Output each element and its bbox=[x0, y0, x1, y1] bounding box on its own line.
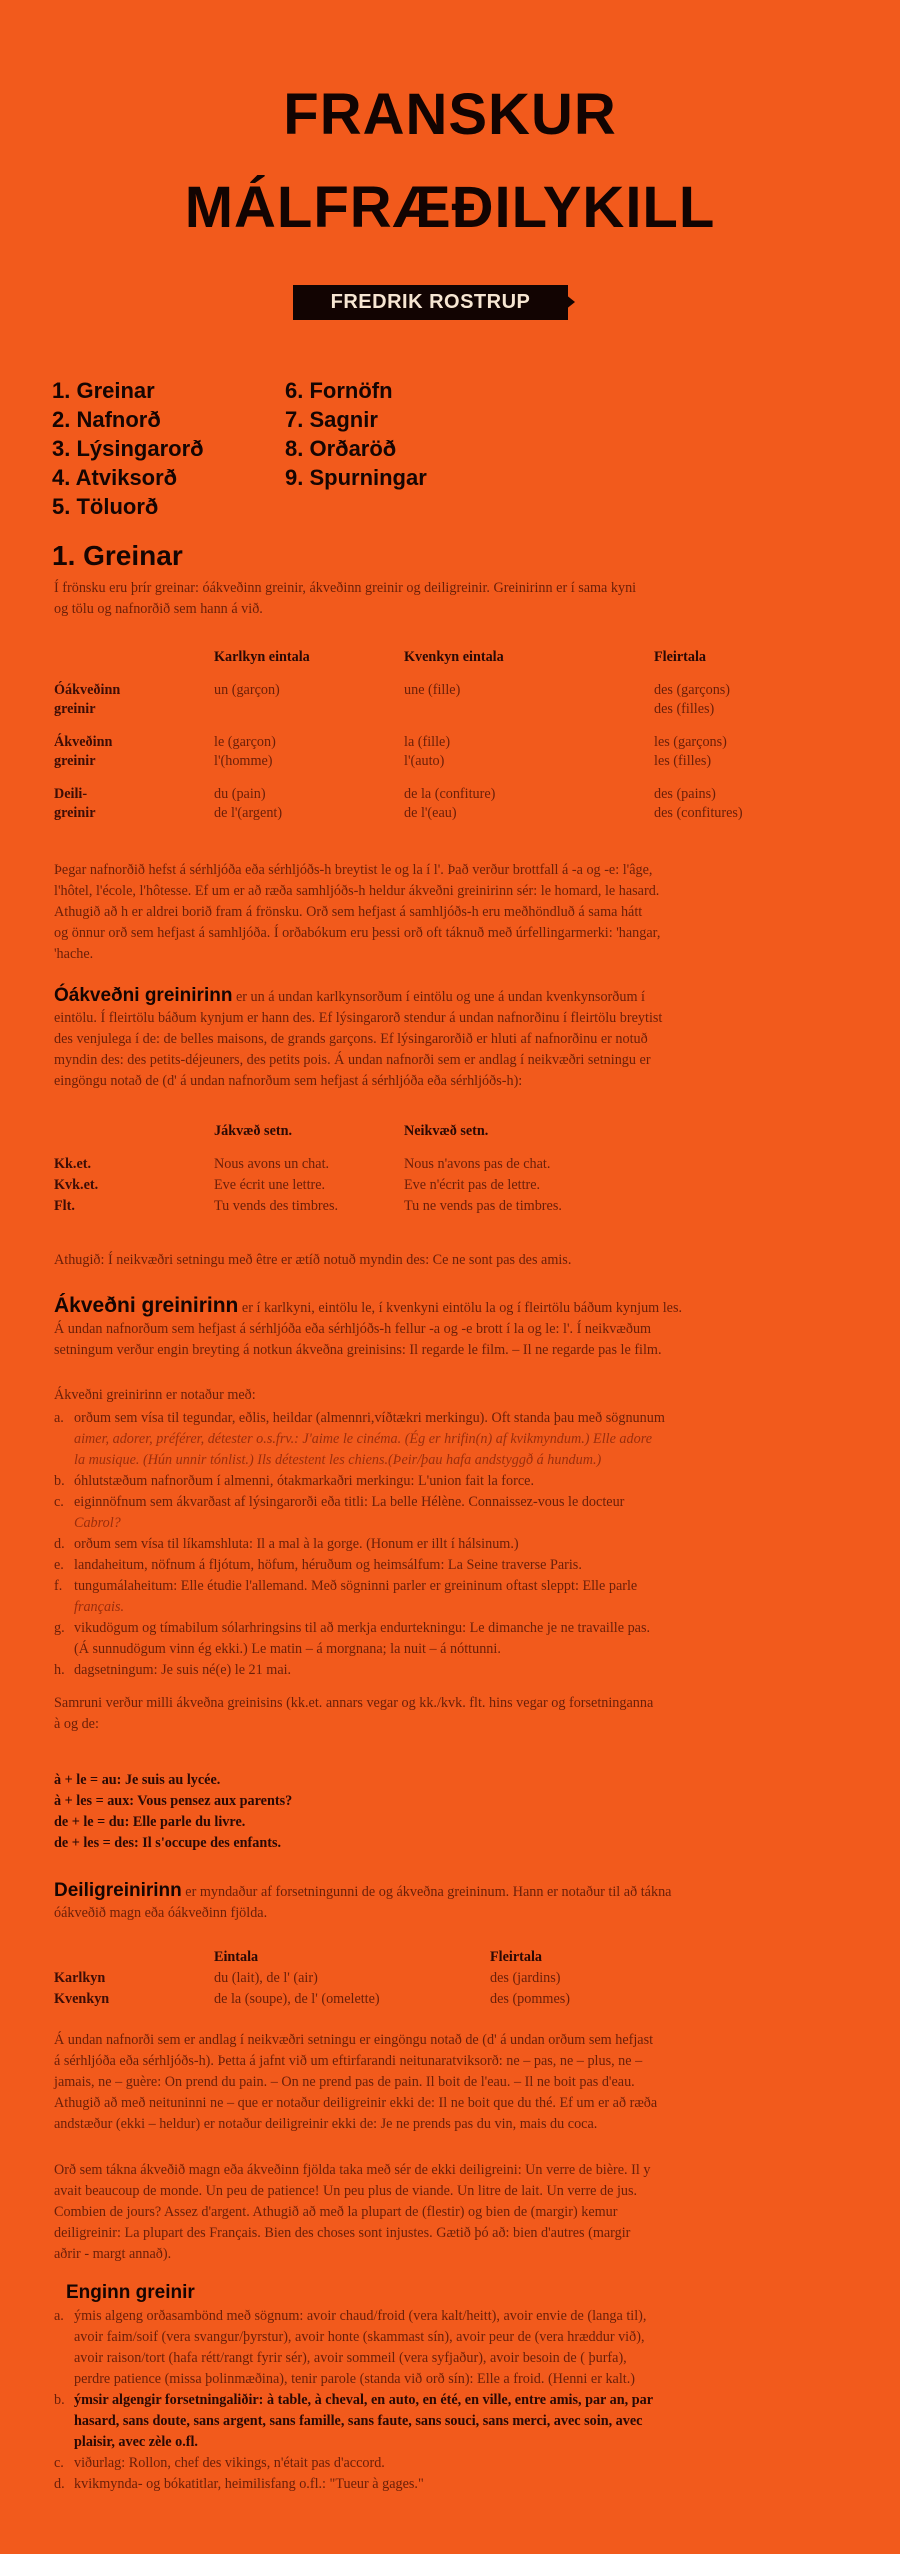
author-arrow-icon bbox=[565, 294, 575, 310]
definite-heading: Ákveðni greinirinn bbox=[54, 1294, 239, 1317]
negation-table: Jákvæð setn. Neikvæð setn. Kk.et. Nous avons un chat. Nous n'avons pas de chat. Kvk.et. Eve écrit une lettre. Eve n'écrit pas de lettre. Flt. Tu vends des timbres. Tu ne vends pas de timbres. bbox=[54, 1122, 614, 1230]
indefinite-heading: Óákveðni greinirinn bbox=[54, 985, 233, 1006]
table-row: Kvenkyn de la (soupe), de l' (omelette) des (pommes) bbox=[54, 1991, 570, 2007]
toc-item: 1. Greinar bbox=[52, 378, 155, 403]
table-row: Deili- greinir du (pain) de l'(argent) de la (confiture) de l'(eau) des (pains) des (confitures) bbox=[54, 786, 743, 821]
toc-item: 7. Sagnir bbox=[285, 407, 378, 432]
list-item: à + le = au: Je suis au lycée. bbox=[54, 1772, 221, 1788]
toc-item: 8. Orðaröð bbox=[285, 436, 397, 461]
table-row: Óákveðinn greinir un (garçon) une (fille) des (garçons) des (filles) bbox=[54, 682, 731, 717]
contraction-list bbox=[54, 1770, 854, 1854]
section1-intro: Í frönsku eru þrír greinar: óákveðinn greinir, ákveðinn greinir og deiligreinir. Greinirinn er í sama kyni og tölu og nafnorðið sem hann á við. bbox=[54, 580, 637, 617]
title-line-2: MÁLFRÆÐILYKILL bbox=[184, 175, 716, 240]
definite-section: Ákveðni greinirinn er í karlkyni, eintölu le, í kvenkyni eintölu la og í fleirtölu báðum kynjum les. Á undan nafnorðum sem hefjast á sérhljóða eða sérhljóðs-h fellur -a og -e brott í la og le: l'. Í neikvæðum setningum verður engin breyting á notkun ákveðna greinisins: Il regarde le film. – Il ne regarde pas le film. bbox=[54, 1294, 683, 1358]
table-row: Kvk.et. Eve écrit une lettre. Eve n'écrit pas de lettre. bbox=[54, 1177, 541, 1193]
toc-item: 5. Töluorð bbox=[52, 494, 159, 519]
toc-item: 3. Lýsingarorð bbox=[52, 436, 204, 461]
partitive-section: Deiligreinirinn er myndaður af forsetningunni de og ákveðna greininum. Hann er notaður til að tákna óákveðið magn eða óákveðinn fjölda. bbox=[54, 1880, 672, 1921]
definite-uses: Ákveðni greinirinn er notaður með: a. orðum sem vísa til tegundar, eðlis, heildar (almennri,víðtækri merkingu). Oft standa þau með sögnunum aimer, adorer, préférer, détester o.s.frv.: J'aime le cinéma. (Ég er hrifin(n) af kvikmyndum.) Elle adore la musique. (Hún unnir tónlist.) Ils détestent les chiens.(Þeir/þau hafa andstyggð á hundum.) b. óhlutstæðum nafnorðum í almenni, ótakmarkaðri merkingu: L'union fait la force. c. eiginnöfnum sem ákvarðast af lýsingarorði eða titli: La belle Hélène. Connaissez-vous le docteur Cabrol? d. orðum sem vísa til líkamshluta: Il a mal à la gorge. (Honum er illt í hálsinum.) e. landaheitum, nöfnum á fljótum, höfum, héruðum og heimsálfum: La Seine traverse Paris. f. tungumálaheitum: Elle étudie l'allemand. Með sögninni parler er greininum oftast sleppt: Elle parle français. g. vikudögum og tímabilum sólarhringsins til að merkja endurtekningu: Le dimanche je ne travaille pas. (Á sunnudögum vinn ég ekki.) Le matin – á morgnana; la nuit – á nóttunni. h. dagsetningum: Je suis né(e) le 21 mai. bbox=[54, 1387, 665, 1678]
list-item: de + les = des: Il s'occupe des enfants. bbox=[54, 1835, 282, 1851]
indefinite-section: Óákveðni greinirinn er un á undan karlkynsorðum í eintölu og une á undan kvenkynsorðum í eintölu. Í fleirtölu báðum kynjum er hann des. Ef lýsingarorð stendur á undan nafnorðinu í fleirtölu breytist des venjulega í de: de belles maisons, de grands garçons. Ef lýsingarorðið er hluti af nafnorðinu er notuð myndin des: des petits-déjeuners, des petits pois. Á undan nafnorði sem er andlag í neikvæðri setningu er eingöngu notað de (d' á undan nafnorðum sem hefjast á sérhljóða eða sérhljóðs-h): bbox=[54, 985, 663, 1089]
no-article-heading: Enginn greinir bbox=[66, 2282, 195, 2303]
author-badge: FREDRIK ROSTRUP bbox=[293, 285, 568, 320]
indefinite-note: Athugið: Í neikvæðri setningu með être er ætíð notuð myndin des: Ce ne sont pas des amis. bbox=[54, 1252, 572, 1268]
no-article-list: a. ýmis algeng orðasambönd með sögnum: avoir chaud/froid (vera kalt/heitt), avoir envie de (langa til), avoir faim/soif (vera svangur/þyrstur), avoir honte (skammast sín), avoir peur de (vera hræddur við), avoir raison/tort (hafa rétt/rangt fyrir sér), avoir sommeil (vera syfjaður), avoir besoin de ( þurfa), perdre patience (missa þolinmæðina), tenir parole (standa við orð sín): Elle a froid. (Henni er kalt.) b. ýmsir algengir forsetningaliðir: à table, à cheval, en auto, en été, en ville, entre amis, par an, par hasard, sans doute, sans argent, sans famille, sans faute, sans souci, sans merci, avec soin, avec plaisir, avec zèle o.fl. c. viðurlag: Rollon, chef des vikings, n'était pas d'accord. d. kvikmynda- og bókatitlar, heimilisfang o.fl.: "Tueur à gages." bbox=[54, 2308, 654, 2492]
table-row: Kk.et. Nous avons un chat. Nous n'avons pas de chat. bbox=[54, 1156, 551, 1172]
toc-right bbox=[285, 376, 427, 492]
toc-item: 6. Fornöfn bbox=[285, 378, 393, 403]
toc-item: 2. Nafnorð bbox=[52, 407, 161, 432]
table-row: Ákveðinn greinir le (garçon) l'(homme) la (fille) l'(auto) les (garçons) les (filles) bbox=[54, 734, 727, 769]
toc-left bbox=[52, 376, 204, 521]
table-row: Flt. Tu vends des timbres. Tu ne vends pas de timbres. bbox=[54, 1198, 562, 1214]
title-line-1: FRANSKUR bbox=[283, 82, 617, 147]
list-item: de + le = du: Elle parle du livre. bbox=[54, 1814, 246, 1830]
table-row: Karlkyn du (lait), de l' (air) des (jardins) bbox=[54, 1970, 561, 1986]
toc-item: 4. Atviksorð bbox=[52, 465, 178, 490]
toc-item: 9. Spurningar bbox=[285, 465, 427, 490]
list-item: à + les = aux: Vous pensez aux parents? bbox=[54, 1793, 293, 1809]
quantity-paragraph: Orð sem tákna ákveðið magn eða ákveðinn fjölda taka með sér de ekki deiligreini: Un verre de bière. Il y avait beaucoup de monde. Un peu de patience! Un peu plus de viande. Un litre de lait. Un verre de jus. Combien de jours? Assez d'argent. Athugið að með la plupart de (flestir) og bien de (margir) kemur deiligreinir: La plupart des Français. Bien des choses sont injustes. Gætið þó að: bien d'autres (margir aðrir - margt annað). bbox=[54, 2162, 651, 2262]
partitive-table: Eintala Fleirtala Karlkyn du (lait), de l' (air) des (jardins) Kvenkyn de la (soupe), de l' (omelette) des (pommes) bbox=[54, 1948, 614, 2023]
elision-paragraph: Þegar nafnorðið hefst á sérhljóða eða sérhljóðs-h breytist le og la í l'. Það verður brottfall á -a og -e: l'âge, l'hôtel, l'école, l'hôtesse. Ef um er að ræða samhljóðs-h heldur ákveðni greinirinn sér: le homard, le hasard. Athugið að h er aldrei borið fram á frönsku. Orð sem hefjast á samhljóðs-h eru meðhöndluð á sama hátt og önnur orð sem hefjast á samhljóða. Í orðabókum eru þessi orð oft táknuð með úrfellingarmerki: 'hangar, 'hache. bbox=[54, 862, 661, 962]
contraction-intro: Samruni verður milli ákveðna greinisins (kk.et. annars vegar og kk./kvk. flt. hins vegar og forsetninganna à og de: bbox=[54, 1695, 654, 1732]
articles-table: Karlkyn eintala Kvenkyn eintala Fleirtala Óákveðinn greinir un (garçon) une (fille) des (garçons) des (filles) Ákveðinn greinir le (garçon) l'(homme) la (fille) l'(auto) les (garçons) les (filles) Deili- greinir du (pain) de l'(argent) de la (confiture) de l'(eau) des (pains) des (confitures) bbox=[54, 648, 824, 837]
partitive-negation-paragraph: Á undan nafnorði sem er andlag í neikvæðri setningu er eingöngu notað de (d' á undan orðum sem hefjast á sérhljóða eða sérhljóðs-h). Þetta á jafnt við um eftirfarandi neitunaratviksorð: ne – pas, ne – plus, ne – jamais, ne – guère: On prend du pain. – On ne prend pas de pain. Il boit de l'eau. – Il ne boit pas d'eau. Athugið að með neituninni ne – que er notaður deiligreinir ekki de: Il ne boit que du thé. Ef um er að ræða andstæður (ekki – heldur) er notaður deiligreinir ekki de: Je ne prends pas du vin, mais du coca. bbox=[54, 2032, 658, 2132]
partitive-heading: Deiligreinirinn bbox=[54, 1880, 182, 1901]
section-heading-greinar: 1. Greinar bbox=[52, 540, 183, 571]
